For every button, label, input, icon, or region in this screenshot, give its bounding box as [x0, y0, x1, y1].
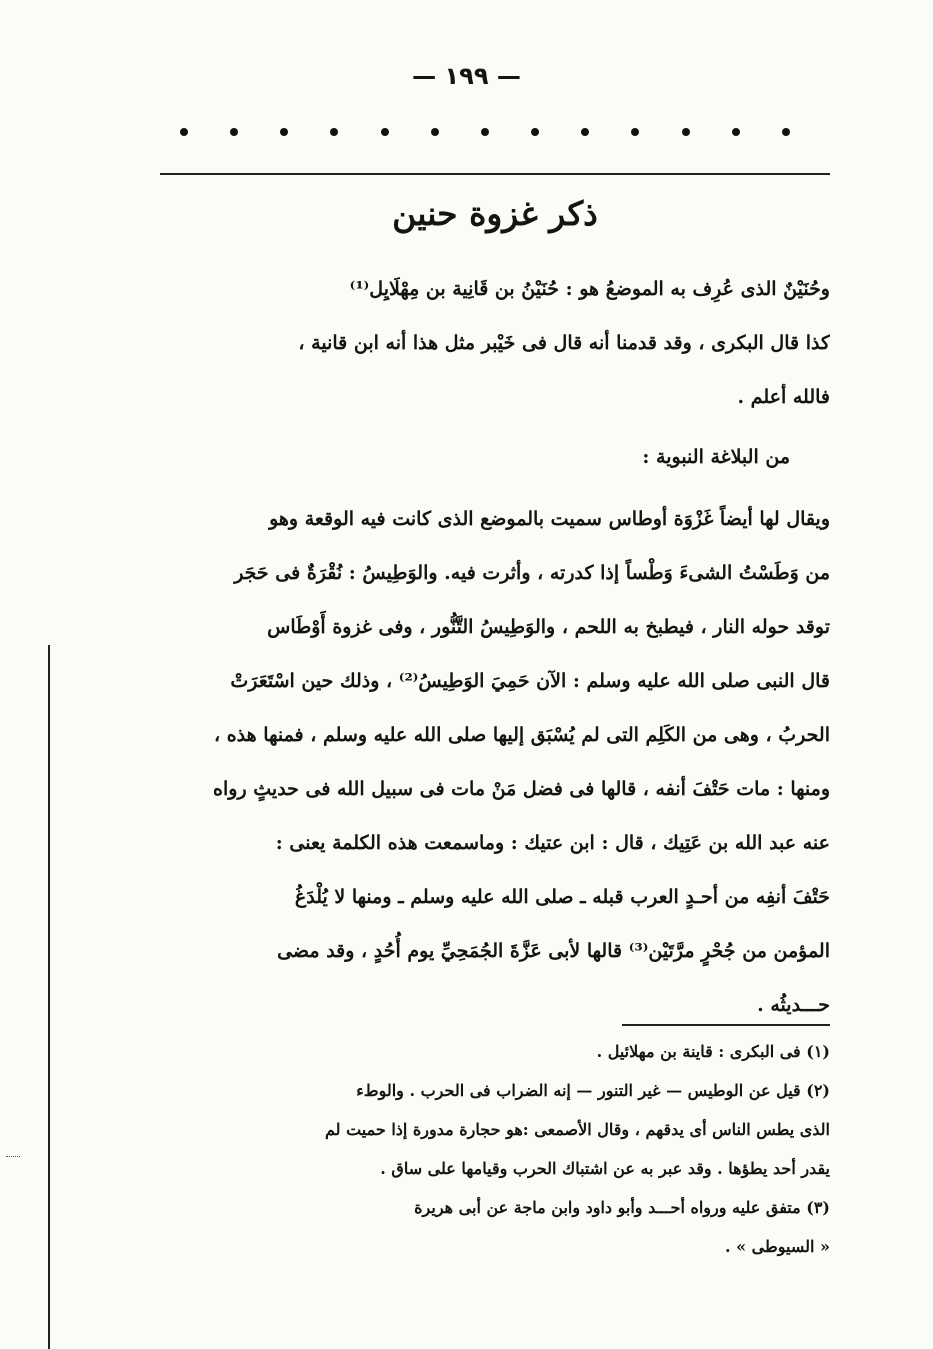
body-line: قال النبى صلى الله عليه وسلم : الآن حَمِيَ الوَطِيسُ⁽²⁾ ، وذلك حين اسْتَعَرَتْ: [230, 670, 830, 692]
body-line: توقد حوله النار ، فيطبخ به اللحم ، والوَطِيسُ التَّنُّور ، وفى غزوة أَوْطَاس: [267, 616, 830, 638]
ornament-dot: [330, 128, 338, 136]
body-paragraph: [160, 492, 830, 1032]
intro-line: فالله أعلم .: [737, 386, 830, 408]
intro-line: كذا قال البكرى ، وقد قدمنا أنه قال فى خَيْبر مثل هذا أنه ابن قانية ،: [298, 332, 830, 354]
footnote-line: (٣) متفق عليه ورواه أحـــد وأبو داود وابن ماجة عن أبى هريرة: [414, 1198, 830, 1217]
chapter-title: ذكر غزوة حنين: [392, 194, 598, 233]
page-number: — ١٩٩ —: [412, 62, 521, 90]
body-line: المؤمن من جُحْرٍ مرَّتَيْن⁽³⁾ قالها لأبى عَزَّةَ الجُمَحِيِّ يوم أُحُدٍ ، وقد مضى: [277, 940, 830, 962]
ornament-dot: [531, 128, 539, 136]
footnote-line: (١) فى البكرى : قاينة بن مهلائيل .: [596, 1042, 830, 1061]
body-line: عنه عبد الله بن عَتِيك ، قال : ابن عتيك : وماسمعت هذه الكلمة يعنى :: [275, 832, 830, 854]
body-line: ويقال لها أيضاً غَزْوَة أوطاس سميت بالموضع الذى كانت فيه الوقعة وهو: [269, 508, 830, 530]
intro-line: وحُنَيْنٌ الذى عُرِف به الموضعُ هو : حُنَيْنُ بن قَانِية بن مِهْلَايِل⁽¹⁾: [349, 278, 830, 300]
footnotes: [168, 1032, 830, 1266]
intro-paragraph: [160, 262, 830, 424]
ornament-dot: [180, 128, 188, 136]
ornament-dot: [682, 128, 690, 136]
ornament-dot: [431, 128, 439, 136]
footnote-rule: [622, 1024, 830, 1026]
ornament-dot: [732, 128, 740, 136]
ornament-dot: [230, 128, 238, 136]
ornament-dot: [782, 128, 790, 136]
body-line: حـــديثُه .: [757, 994, 830, 1016]
ornament-dot: [280, 128, 288, 136]
ornament-dots: [180, 128, 790, 136]
body-line: حَتْفَ أنفِه من أحـدٍ العرب قبله ـ صلى الله عليه وسلم ـ ومنها لا يُلْدَغُ: [294, 886, 830, 908]
body-line: من وَطَسْتُ الشىءَ وَطْساً إذا كدرته ، وأثرت فيه. والوَطِيسُ : نُقْرَةٌ فى حَجَر: [234, 562, 830, 584]
ornament-dot: [581, 128, 589, 136]
body-line: الحربُ ، وهى من الكَلِم التى لم يُسْبَق إليها صلى الله عليه وسلم ، فمنها هذه ،: [213, 724, 830, 746]
header-rule: [160, 173, 830, 175]
footnote-line: (٢) قيل عن الوطيس — غير التنور — إنه الضراب فى الحرب . والوطء: [356, 1081, 830, 1100]
footnote-line: يقدر أحد يطؤها . وقد عبر به عن اشتباك الحرب وقيامها على ساق .: [380, 1159, 830, 1178]
margin-speck: [6, 1156, 20, 1159]
footnote-line: « السيوطى » .: [724, 1237, 830, 1256]
ornament-dot: [381, 128, 389, 136]
ornament-dot: [481, 128, 489, 136]
binding-margin-line: [48, 645, 50, 1349]
body-line: ومنها : مات حَتْفَ أنفه ، قالها فى فضل مَنْ مات فى سبيل الله فى حديثٍ رواه: [213, 778, 830, 800]
footnote-line: الذى يطس الناس أى يدقهم ، وقال الأصمعى :هو حجارة مدورة إذا حميت لم: [324, 1120, 830, 1139]
section-heading: من البلاغة النبوية :: [642, 446, 790, 468]
ornament-dot: [631, 128, 639, 136]
